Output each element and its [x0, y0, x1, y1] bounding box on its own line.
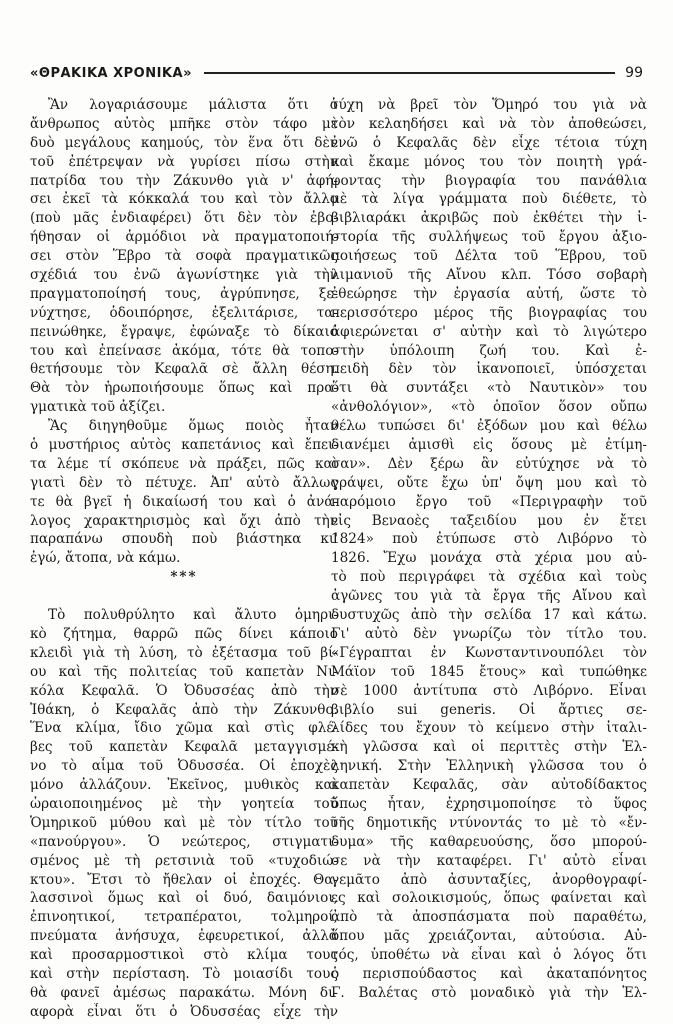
right-column-line: παρόμοιο ἔργο τοῦ «Περιγραφὴν τοῦ	[331, 493, 647, 510]
paragraph-3-line: μόνο ἀλλάζουν. Ἐκεῖνος, μυθικὸς καὶ	[30, 777, 338, 794]
paragraph-1-line: σει ἐκεῖ τὰ κόκκαλά του καὶ τὸν ἄλλο	[30, 191, 338, 208]
right-column-line: ἀγῶνες του γιὰ τὰ ἔργα τῆς Αἴνου καὶ	[331, 588, 647, 605]
paragraph-1-line: πεινώθηκε, ἔγραψε, ἐφώναξε τὸ δίκαιό	[30, 323, 338, 340]
paragraph-1	[30, 96, 338, 417]
paragraph-3	[30, 606, 338, 1022]
paragraph-1-line: σει στὸν Ἕβρο τὰ σοφὰ πραγματικῶς	[30, 248, 338, 265]
right-column-line: βιβλίο sui generis. Οἱ ἄρτιες σε-	[331, 701, 647, 718]
paragraph-3-line: σμένος μὲ τὴ ρετσινιὰ τοῦ «τυχοδιώ-	[30, 852, 338, 869]
right-column-line: 1826. Ἔχω μονάχα στὰ χέρια μου αὐ-	[331, 550, 647, 567]
right-column-line: ὁ περισπούδαστος καὶ ἀκαταπόνητος	[331, 965, 647, 982]
paragraph-3-line: Ἕνα κλίμα, ἴδιο χῶμα καὶ στὶς φλέ-	[30, 720, 338, 737]
right-column-line: τῆς δημοτικῆς ντύνοντάς το μὲ τὸ «ἔν-	[331, 814, 647, 831]
right-column-line: 1824» ποὺ ἐτύπωσε στὸ Λιβόρνο τὸ	[331, 531, 647, 548]
right-column-line: θέλω τυπώσει δι' ἐξόδων μου καὶ θέλω	[331, 418, 647, 435]
paragraph-3-line: βες τοῦ καπετὰν Κεφαλᾶ μεταγγισμέ-	[30, 739, 338, 756]
page-number: 99	[625, 65, 643, 81]
right-column-line: γεμᾶτο ἀπὸ ἀσυνταξίες, ἀνορθογραφί-	[331, 871, 647, 888]
right-column-line: Γι' αὐτὸ δὲν γνωρίζω τὸν τίτλο του.	[331, 625, 647, 642]
paragraph-2-line: παραπάνω σπουδὴ ποὺ βιάστηκα κι'	[30, 531, 338, 548]
paragraph-3-line: ὡραιοποιημένος μὲ τὴν γοητεία τοῦ	[30, 795, 338, 812]
right-column-line: σαν». Δὲν ξέρω ἂν εὐτύχησε νὰ τὸ	[331, 455, 647, 472]
paragraph-1-line: πραγματοποίησή τους, ἀγρύπνησε, ξε-	[30, 285, 338, 302]
paragraph-1-line: Θὰ τὸν ἡρωποιήσουμε ὅπως καὶ πρα-	[30, 380, 338, 397]
paragraph-3-line: κλειδὶ γιὰ τὴ λύση, τὸ ἐξέτασμα τοῦ βί-	[30, 644, 338, 661]
running-header	[30, 62, 643, 84]
paragraph-3-line: πνεύματα ἀνήσυχα, ἐφευρετικοί, ἀλλὰ	[30, 928, 338, 945]
right-column-line: ἀφιερώνεται σ' αὐτὴν καὶ τὸ λιγώτερο	[331, 323, 647, 340]
right-column-line: στὴν ὑπόλοιπη ζωή του. Καὶ ἐ-	[331, 342, 647, 359]
right-column-line: τὸν κελαηδήσει καὶ νὰ τὸν ἀποθεώσει,	[331, 115, 647, 132]
right-column-line: καὶ ἔκαμε μόνος του τὸν ποιητὴ γρά-	[331, 153, 647, 170]
paragraph-3-line: Ὁμηρικοῦ μύθου καὶ μὲ τὸν τίτλο τοῦ	[30, 814, 338, 831]
paragraph-3-line: Ἰθάκη, ὁ Κεφαλᾶς ἀπὸ τὴν Ζάκυνθο.	[30, 701, 338, 718]
right-column-line: τύχη νὰ βρεῖ τὸν Ὅμηρό του γιὰ νὰ	[331, 97, 647, 113]
paragraph-1-line: (ποὺ μᾶς ἐνδιαφέρει) ὅτι δὲν τὸν ἐβο-	[30, 210, 338, 227]
right-column-line: καπετὰν Κεφαλᾶς, σὰν αὐτοδίδακτος	[331, 777, 647, 794]
right-column-line: ἀπὸ τὰ ἀποσπάσματα ποὺ παραθέτω,	[331, 909, 647, 926]
paragraph-1-line: σχέδιά του ἐνῶ ἀγωνίστηκε γιὰ τὴν	[30, 267, 338, 284]
paragraph-2-line: Ἂς διηγηθοῦμε ὅμως ποιὸς ἦταν	[48, 418, 338, 435]
right-column-line: λίδες του ἔχουν τὸ κείμενο στὴν ἰταλι-	[331, 720, 647, 737]
paragraph-1-line: πατρίδα του τὴν Ζάκυνθο γιὰ ν' ἀφή-	[30, 172, 338, 189]
right-column-line: διανέμει ἀμισθὶ εἰς ὅσους μὲ ἐτίμη-	[331, 437, 647, 454]
paragraph-1-line: γματικὰ τοῦ ἀξίζει.	[30, 399, 166, 416]
paragraph-3-line: κτου». Ἔτσι τὸ ἤθελαν οἱ ἐποχές. Θα-	[30, 871, 338, 888]
paragraph-2	[30, 417, 338, 568]
journal-title: «ΘΡΑΚΙΚΑ ΧΡΟΝΙΚΑ»	[30, 65, 192, 81]
right-column-line: πειδὴ δὲν τὸν ἱκανοποιεῖ, ὑπόσχεται	[331, 361, 647, 378]
paragraph-3-line: νο τὸ αἷμα τοῦ Ὀδυσσέα. Οἱ ἐποχὲς	[30, 758, 338, 775]
right-column-line: δυστυχῶς ἀπὸ τὴν σελίδα 17 καὶ κάτω.	[331, 607, 647, 624]
paragraph-2-line: ὁ μυστήριος αὐτὸς καπετάνιος καὶ ἔπει-	[30, 437, 338, 454]
paragraph-1-line: νύχτησε, ὁδοιπόρησε, ἐξελιτάρισε, τα-	[30, 304, 338, 321]
right-column-line: βιβλιαράκι ἀκριβῶς ποὺ ἐκθέτει τὴν ἱ-	[331, 210, 647, 227]
right-column-line: σε νὰ τὴν καταφέρει. Γι' αὐτὸ εἶναι	[331, 852, 647, 869]
right-column-line: τὸ ποὺ περιγράφει τὰ σχέδια καὶ τοὺς	[331, 569, 647, 586]
right-column-line: Μάϊον τοῦ 1845 ἔτους» καὶ τυπώθηκε	[331, 663, 647, 680]
paragraph-3-line: καὶ προσαρμοστικοὶ στὸ κλίμα τους	[30, 947, 338, 964]
paragraph-2-line: τε θὰ βγεῖ ἡ δικαίωσή του καὶ ὁ ἀνά-	[30, 493, 338, 510]
right-column-line: «ἀνθολόγιον», «τὸ ὁποῖον ὅσον οὔπω	[331, 399, 647, 416]
paragraph-2-line: λογος χαρακτηρισμὸς καὶ ὄχι ἀπὸ τὴν	[30, 512, 338, 529]
paragraph-3-line: Τὸ πολυθρύλητο καὶ ἄλυτο ὁμηρι-	[48, 607, 338, 624]
right-column-line: ληνική. Στὴν Ἑλληνικὴ γλῶσσα του ὁ	[331, 758, 647, 775]
right-column-line: φοντας τὴν βιογραφία του πανάθλια	[331, 172, 647, 189]
paragraph-3-line: κόλα Κεφαλᾶ. Ὁ Ὀδυσσέας ἀπὸ τὴν	[30, 682, 338, 699]
right-column-line: μὲ τὰ λίγα γράμματα ποὺ διέθετε, τὸ	[331, 191, 647, 208]
separator-gap	[30, 587, 338, 606]
paragraph-2-line: γιατὶ δὲν τὸ πέτυχε. Ἀπ' αὐτὸ ἄλλως	[30, 474, 338, 491]
paragraph-3-line: θὰ φανεῖ ἀμέσως παρακάτω. Μόνη δι-	[30, 984, 338, 1001]
right-column	[331, 96, 647, 1003]
paragraph-1-line: ήθησαν οἱ ἁρμόδιοι νὰ πραγματοποιή-	[30, 229, 338, 246]
paragraph-3-line: λασσινοὶ ὅμως καὶ οἱ δυό, δαιμόνιοι,	[30, 890, 338, 907]
paragraph-3-line: ἐπινοητικοί, τετραπέρατοι, τολμηροί,	[30, 909, 338, 926]
right-column-line: γράψει, οὔτε ἔχω ὑπ' ὄψη μου καὶ τὸ	[331, 474, 647, 491]
right-column-line: ὅπως ἦταν, ἐχρησιμοποίησε τὸ ὕφος	[331, 795, 647, 812]
right-column-line: ὅπου μᾶς χρειάζονται, αὐτούσια. Αὐ-	[331, 928, 647, 945]
paragraph-3-line: «πανούργου». Ὁ νεώτερος, στιγματι-	[30, 833, 338, 850]
right-column-line: δυμα» τῆς καθαρευούσης, ὅσο μπορού-	[331, 833, 647, 850]
right-column-line: κὴ γλῶσσα καὶ οἱ περιττὲς στὴν Ἑλ-	[331, 739, 647, 756]
right-column-line: ἐθεώρησε τὴν ἐργασία αὐτή, ὥστε τὸ	[331, 285, 647, 302]
paragraph-3-line: κὸ ζήτημα, θαρρῶ πῶς δίνει κάποιο	[30, 625, 338, 642]
paragraph-1-line: τοῦ ἐπέτρεψαν νὰ γυρίσει πίσω στὴν	[30, 153, 338, 170]
paragraph-3-line: καὶ στὴν περίσταση. Τὸ μοιασίδι τους	[30, 965, 338, 982]
right-column-line: εἰς Βεναοὲς ταξειδίου μου ἐν ἔτει	[331, 512, 647, 529]
right-column-line: περισσότερο μέρος τῆς βιογραφίας του	[331, 304, 647, 321]
left-column	[30, 96, 338, 1022]
right-column-line: ὅτι θὰ συντάξει «τὸ Ναυτικὸν» του	[331, 380, 647, 397]
right-column-line: στορία τῆς συλλήψεως τοῦ ἔργου ἀξιο-	[331, 229, 647, 246]
paragraph-1-line: θετήσουμε τὸν Κεφαλᾶ σὲ ἄλλη θέση.	[30, 361, 338, 378]
right-column-line: ἐνῶ ὁ Κεφαλᾶς δὲν εἶχε τέτοια τύχη	[331, 134, 647, 151]
right-column-line: «Γέγραπται ἐν Κωνσταντινουπόλει τὸν	[331, 644, 647, 661]
paragraph-2-line: ἐγώ, ἄτοπα, νὰ κάμω.	[30, 550, 181, 567]
paragraph-1-line: ἄνθρωπος αὐτὸς μπῆκε στὸν τάφο μὲ	[30, 115, 338, 132]
paragraph-2-line: τα λέμε τί σκόπευε νὰ πράξει, πῶς καὶ	[30, 455, 338, 472]
right-column-line: ποιήσεως τοῦ Δέλτα τοῦ Ἕβρου, τοῦ	[331, 248, 647, 265]
right-column-line: τός, ὑποθέτω νὰ εἶναι καὶ ὁ λόγος ὅτι	[331, 947, 647, 964]
header-rule	[204, 72, 615, 74]
right-column-line: Γ. Βαλέτας στὸ μοναδικὸ γιὰ τὴν Ἑλ-	[331, 984, 647, 1001]
paragraph-3-line: αφορὰ εἶναι ὅτι ὁ Ὀδυσσέας εἶχε τὴν	[30, 1003, 338, 1020]
section-separator: ***	[170, 569, 198, 586]
paragraph-1-line: του καὶ ἐπείνασε ἀκόμα, τότε θὰ τοπο-	[30, 342, 338, 359]
right-column-line: λιμανιοῦ τῆς Αἴνου κλπ. Τόσο σοβαρὴ	[331, 267, 647, 284]
paragraph-3-line: ου καὶ τῆς πολιτείας τοῦ καπετὰν Νι-	[30, 663, 338, 680]
right-column-line: σὲ 1000 ἀντίτυπα στὸ Λιβόρνο. Εἶναι	[331, 682, 647, 699]
right-column-line: ες καὶ σολοικισμούς, ὅπως φαίνεται καὶ	[331, 890, 647, 907]
paragraph-1-line: δυὸ μεγάλους καημούς, τὸν ἕνα ὅτι δὲν	[30, 134, 338, 151]
paragraph-1-line: Ἂν λογαριάσουμε μάλιστα ὅτι ὁ	[48, 97, 338, 113]
